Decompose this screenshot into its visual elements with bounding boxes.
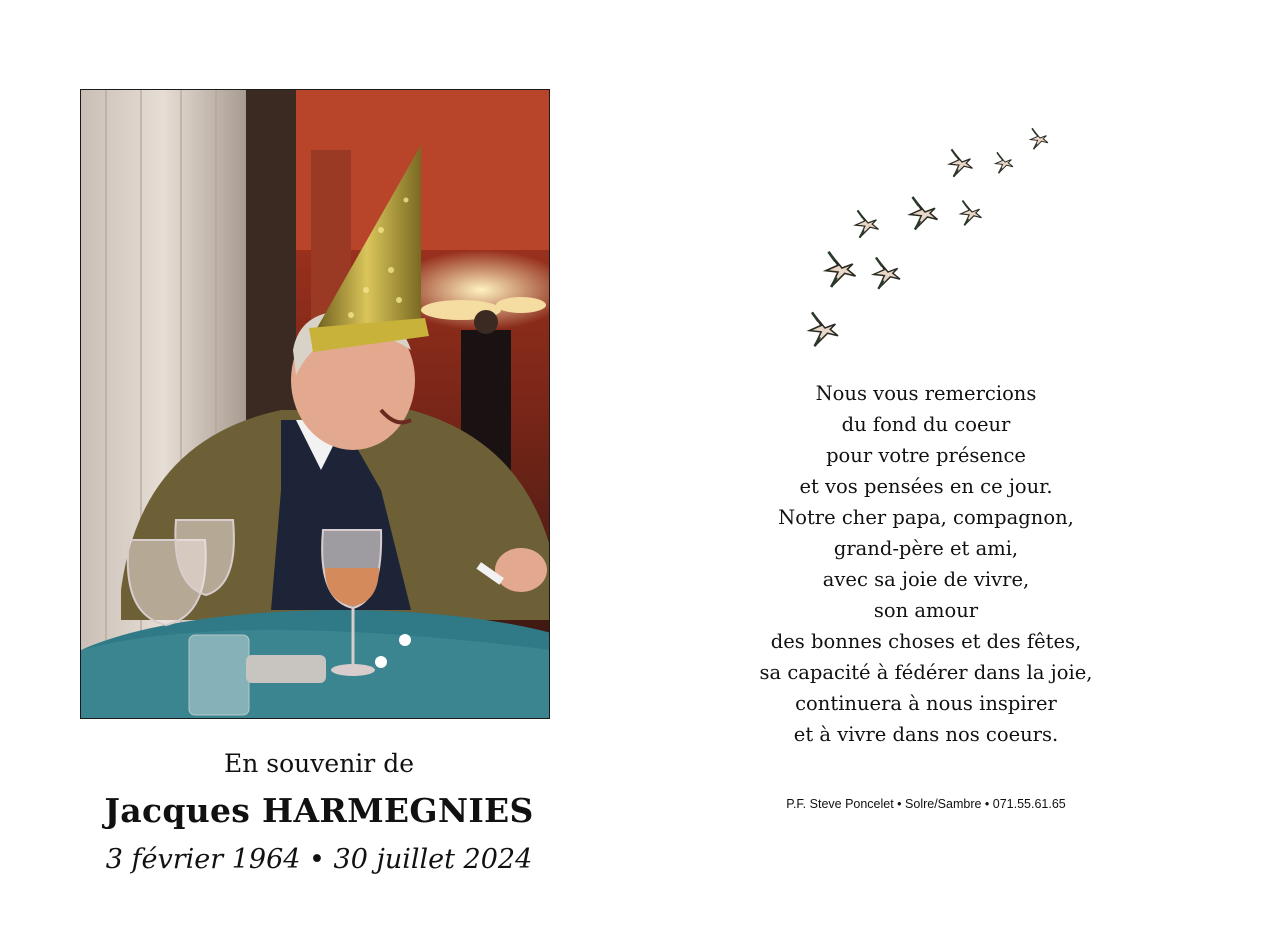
memorial-photo [80, 89, 550, 719]
poem-line: grand-père et ami, [833, 537, 1019, 560]
life-dates: 3 février 1964 • 30 juillet 2024 [105, 844, 533, 875]
deceased-name: Jacques HARMEGNIES [104, 791, 534, 830]
flying-birds-illustration [800, 120, 1070, 360]
poem-line: des bonnes choses et des fêtes, [770, 630, 1082, 653]
poem-line: du fond du coeur [841, 413, 1011, 436]
memorial-intro: En souvenir de [224, 749, 414, 778]
poem-line: et vos pensées en ce jour. [799, 475, 1053, 498]
poem-line: Notre cher papa, compagnon, [778, 506, 1074, 529]
poem-line: sa capacité à fédérer dans la joie, [759, 661, 1093, 684]
poem-line: avec sa joie de vivre, [822, 568, 1030, 591]
poem-line: continuera à nous inspirer [795, 692, 1057, 715]
thank-you-poem [740, 378, 1112, 750]
poem-line: Nous vous remercions [815, 382, 1037, 405]
poem-line: son amour [873, 599, 979, 622]
poem-line: et à vivre dans nos coeurs. [793, 723, 1059, 746]
funeral-home-credit: P.F. Steve Poncelet • Solre/Sambre • 071.55.61.65 [786, 797, 1066, 811]
poem-line: pour votre présence [826, 444, 1026, 467]
